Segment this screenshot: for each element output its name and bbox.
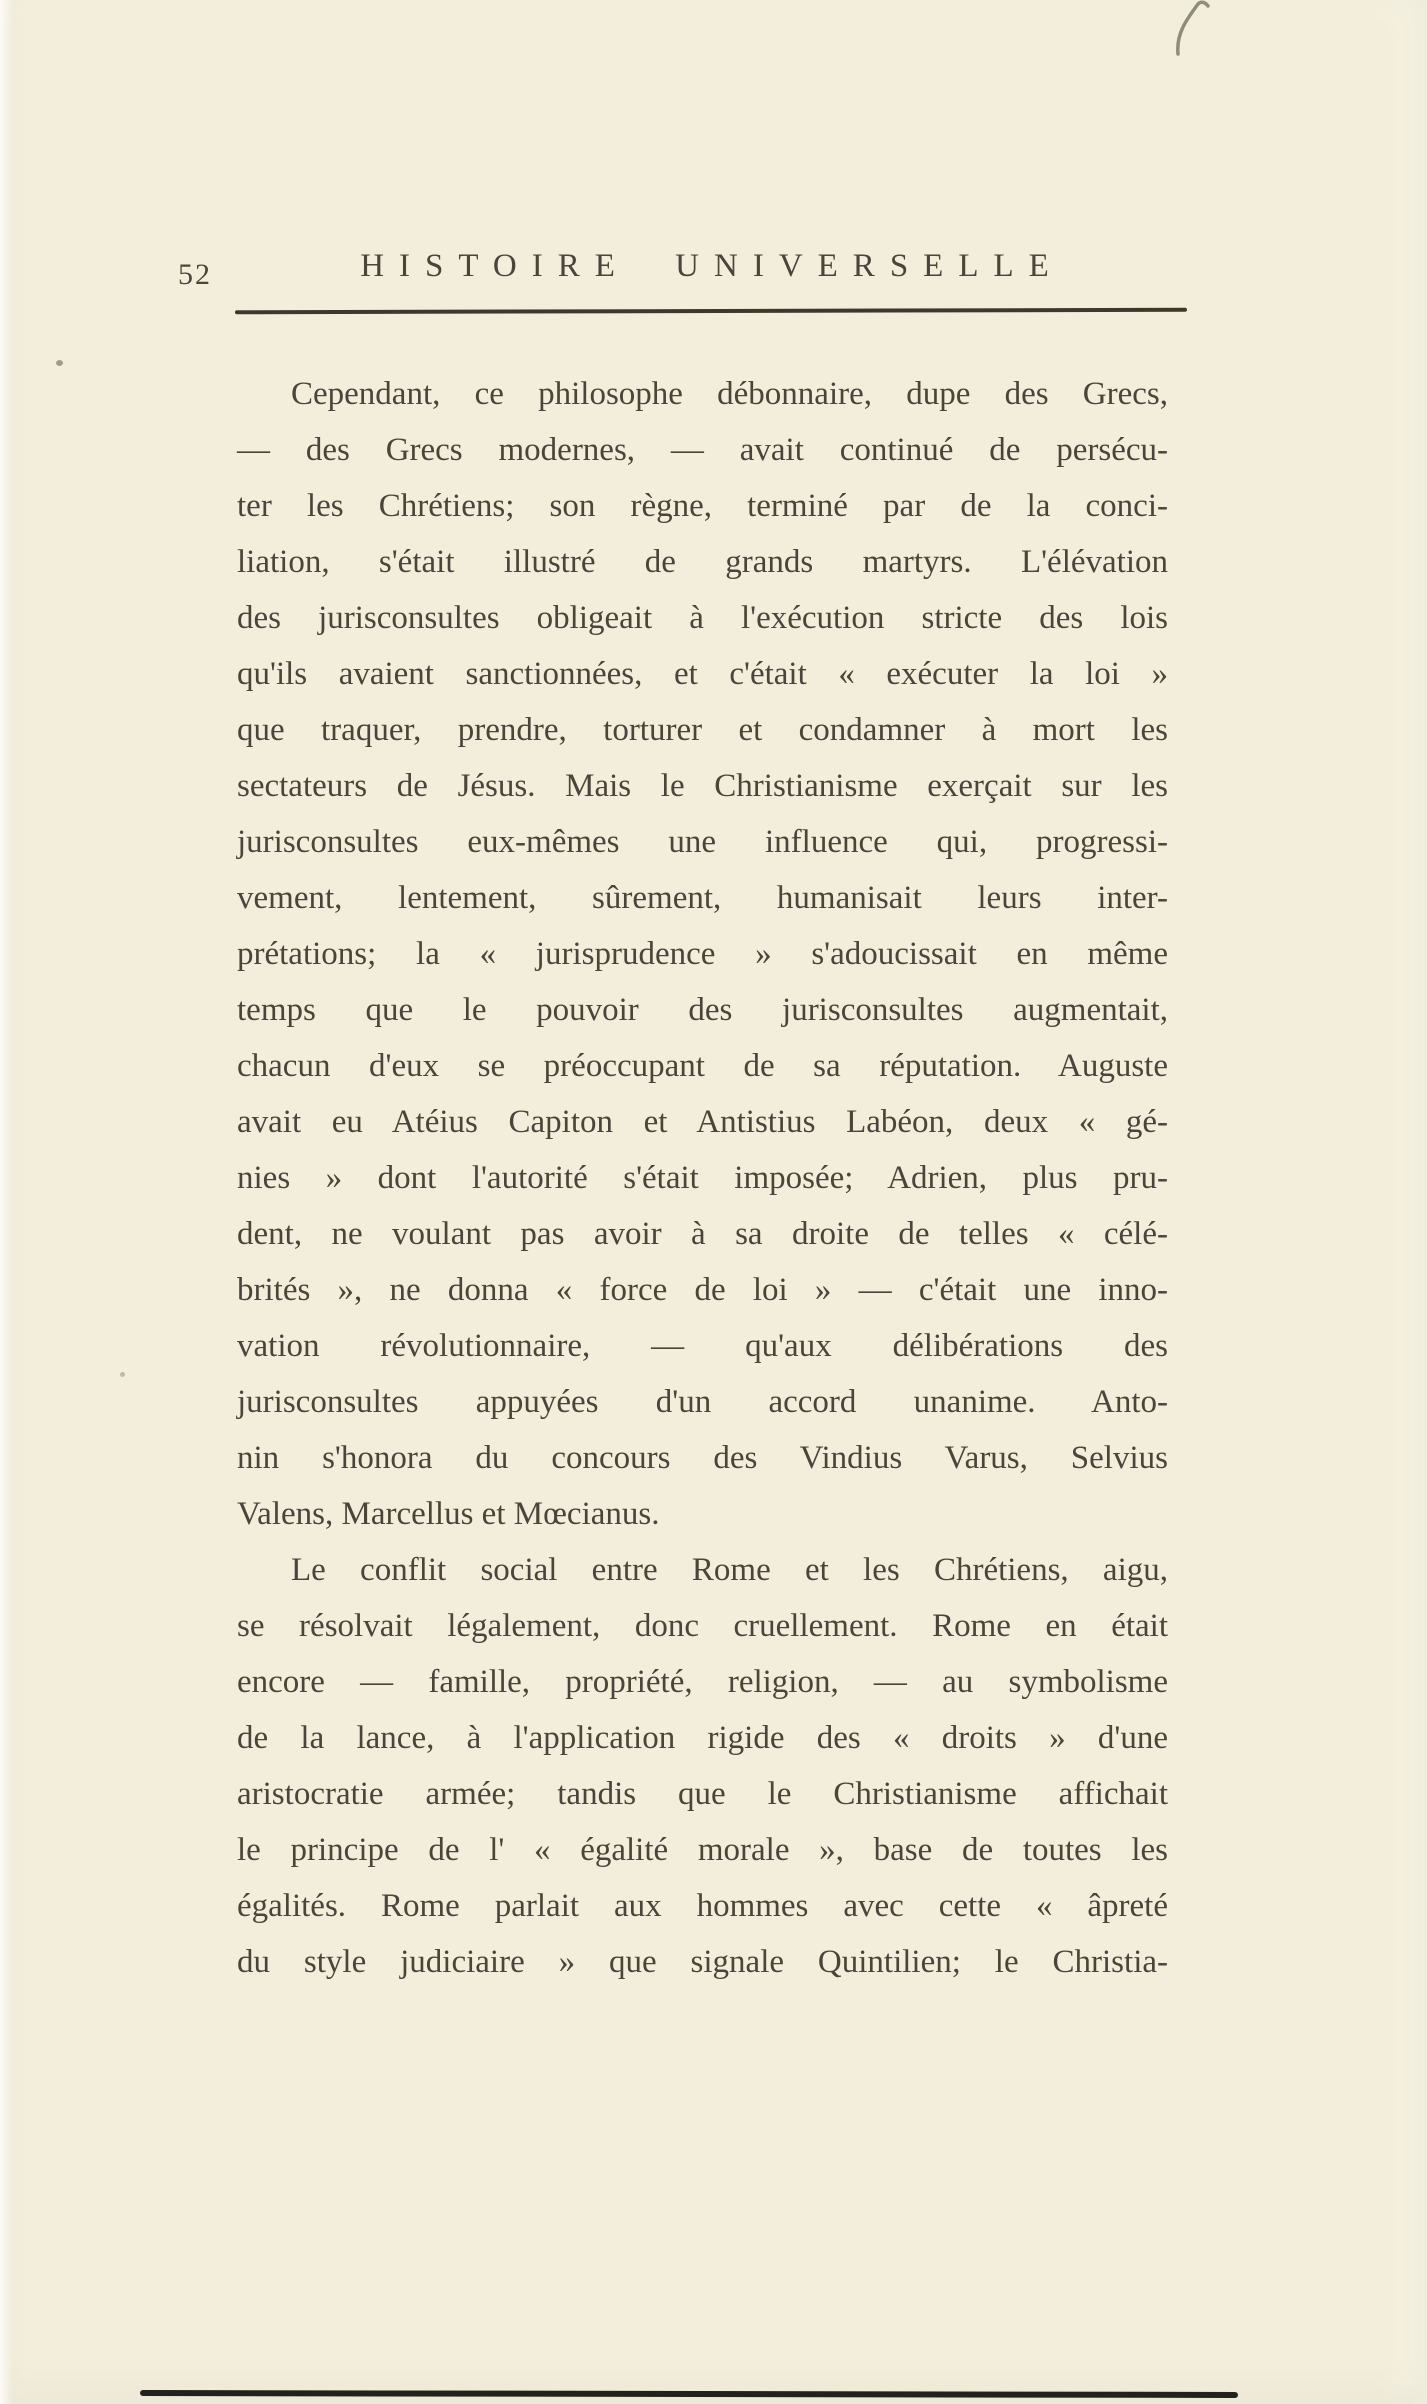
- text-line: jurisconsultes eux-mêmes une influence qui, progressi-: [237, 824, 1168, 860]
- text-line: temps que le pouvoir des jurisconsultes augmentait,: [237, 992, 1168, 1028]
- text-line: vation révolutionnaire, — qu'aux délibérations des: [237, 1328, 1168, 1364]
- text-line: chacun d'eux se préoccupant de sa réputation. Auguste: [237, 1048, 1168, 1084]
- header-rule: [235, 308, 1187, 314]
- text-line: dent, ne voulant pas avoir à sa droite de telles « célé-: [237, 1216, 1168, 1252]
- speckle: [56, 360, 63, 366]
- text-line: nies » dont l'autorité s'était imposée; Adrien, plus pru-: [237, 1160, 1168, 1196]
- text-line: de la lance, à l'application rigide des « droits » d'une: [237, 1720, 1168, 1756]
- text-line: des jurisconsultes obligeait à l'exécution stricte des lois: [237, 600, 1168, 636]
- text-line: sectateurs de Jésus. Mais le Christianisme exerçait sur les: [237, 768, 1168, 804]
- text-line: qu'ils avaient sanctionnées, et c'était « exécuter la loi »: [237, 656, 1168, 692]
- text-block: [237, 366, 1168, 1990]
- page-bottom-edge: [140, 2390, 1238, 2398]
- text-line: jurisconsultes appuyées d'un accord unanime. Anto-: [237, 1384, 1168, 1420]
- scan-edge-left: [0, 0, 13, 2404]
- text-line: se résolvait légalement, donc cruellement. Rome en était: [237, 1608, 1168, 1644]
- text-line: avait eu Atéius Capiton et Antistius Labéon, deux « gé-: [237, 1104, 1168, 1140]
- text-line: aristocratie armée; tandis que le Christianisme affichait: [237, 1776, 1168, 1812]
- text-line: le principe de l' « égalité morale », base de toutes les: [237, 1832, 1168, 1868]
- text-line: brités », ne donna « force de loi » — c'était une inno-: [237, 1272, 1168, 1308]
- page-number: 52: [178, 258, 212, 291]
- text-line: vement, lentement, sûrement, humanisait leurs inter-: [237, 880, 1168, 916]
- text-line: liation, s'était illustré de grands martyrs. L'élévation: [237, 544, 1168, 580]
- text-line: Cependant, ce philosophe débonnaire, dupe des Grecs,: [291, 376, 1168, 412]
- text-line: — des Grecs modernes, — avait continué de persécu-: [237, 432, 1168, 468]
- text-line: Valens, Marcellus et Mœcianus.: [237, 1496, 660, 1532]
- text-line: encore — famille, propriété, religion, — au symbolisme: [237, 1664, 1168, 1700]
- paragraph: [237, 1542, 1168, 1990]
- text-line: du style judiciaire » que signale Quintilien; le Christia-: [237, 1944, 1168, 1980]
- speckle: [120, 1372, 125, 1377]
- handwritten-mark: [1138, 0, 1218, 70]
- paragraph: [237, 366, 1168, 1542]
- text-line: nin s'honora du concours des Vindius Varus, Selvius: [237, 1440, 1168, 1476]
- text-line: ter les Chrétiens; son règne, terminé par de la conci-: [237, 488, 1168, 524]
- running-title: HISTOIRE UNIVERSELLE: [360, 248, 1064, 284]
- text-line: prétations; la « jurisprudence » s'adoucissait en même: [237, 936, 1168, 972]
- text-line: Le conflit social entre Rome et les Chrétiens, aigu,: [291, 1552, 1168, 1588]
- text-line: égalités. Rome parlait aux hommes avec cette « âpreté: [237, 1888, 1168, 1924]
- text-line: que traquer, prendre, torturer et condamner à mort les: [237, 712, 1168, 748]
